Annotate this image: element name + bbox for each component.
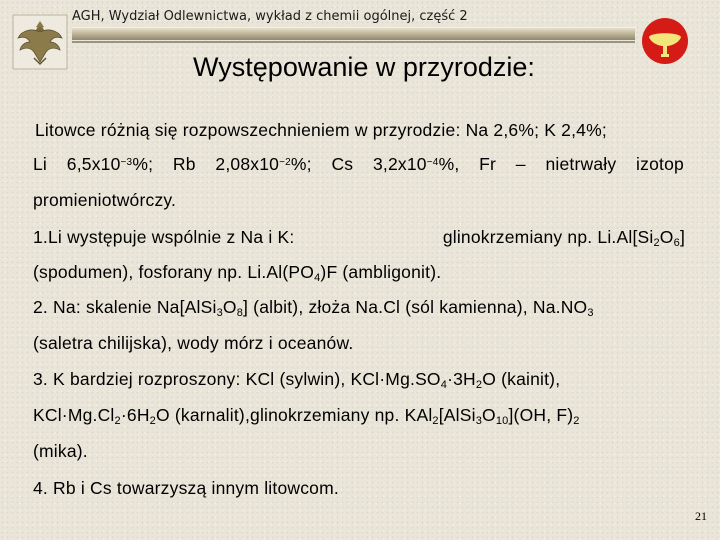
text-span: Cs — [331, 154, 354, 174]
subscript: 8 — [236, 307, 244, 319]
paragraph-line-2 — [33, 154, 684, 175]
subscript: 10 — [495, 415, 509, 427]
item-3-line-1 — [33, 369, 560, 390]
text-span: [AlSi — [438, 405, 476, 425]
text-span: O — [222, 297, 237, 317]
subscript: 2 — [653, 237, 660, 249]
subscript: 6 — [673, 237, 680, 249]
superscript: −3 — [120, 157, 133, 168]
text-span: 2. Na: skalenie Na[AlSi — [33, 297, 217, 317]
header-decorative-bar — [72, 27, 635, 40]
text-span: nietrwały — [545, 154, 617, 174]
subscript: 4 — [440, 379, 448, 391]
text-span: izotop — [636, 154, 684, 174]
text-span: Fr — [479, 154, 497, 174]
text-span: glinokrzemiany np. Li.Al[Si — [442, 227, 654, 247]
superscript: −2 — [279, 157, 291, 168]
paragraph-line-1: Litowce różnią się rozpowszechnieniem w przyrodzie: Na 2,6%; K 2,4%; — [35, 120, 607, 140]
item-3-line-2 — [33, 405, 580, 426]
text-span: – — [515, 154, 526, 174]
slide-title: Występowanie w przyrodzie: — [193, 52, 535, 82]
text-span: O — [659, 227, 674, 247]
subscript: 2 — [432, 415, 439, 427]
text-span: ] (albit), złoża Na.Cl (sól kamienna), Na.NO — [243, 297, 588, 317]
item-4-line: 4. Rb i Cs towarzyszą innym litowcom. — [33, 478, 339, 498]
text-span: %, — [438, 154, 460, 174]
item-3-line-3: (mika). — [33, 441, 88, 461]
text-span — [215, 154, 311, 175]
text-span: 1.Li występuje wspólnie z Na i K: — [33, 227, 295, 247]
header-course-text: AGH, Wydział Odlewnictwa, wykład z chemii ogólnej, część 2 — [72, 9, 468, 24]
subscript: 2 — [573, 415, 580, 427]
item-1-line-1 — [33, 227, 685, 248]
item-1-line-2 — [33, 262, 441, 283]
text-span — [67, 154, 153, 175]
text-span: Li — [33, 154, 48, 174]
text-span: 6,5x10 — [66, 154, 121, 174]
text-span — [443, 227, 685, 248]
text-span — [373, 154, 459, 175]
text-span: O (karnalit),glinokrzemiany np. KAl — [156, 405, 433, 425]
text-span: 2,08x10 — [215, 154, 280, 174]
text-span: ](OH, F) — [508, 405, 574, 425]
text-span: ] — [679, 227, 685, 247]
subscript: 2 — [475, 379, 483, 391]
paragraph-line-3: promieniotwórczy. — [33, 190, 177, 210]
text-span: O — [482, 405, 496, 425]
text-span: )F (ambligonit). — [320, 262, 442, 282]
text-span: %; — [132, 154, 154, 174]
subscript: 3 — [216, 307, 223, 319]
text-span: ·6H — [120, 405, 150, 425]
subscript: 4 — [314, 272, 321, 284]
item-2-line-2: (saletra chilijska), wody mórz i oceanów. — [33, 333, 354, 353]
text-span: ·3H — [447, 369, 476, 389]
text-span: KCl·Mg.Cl — [33, 405, 115, 425]
text-span: 3,2x10 — [373, 154, 427, 174]
subscript: 3 — [587, 307, 594, 319]
item-2-line-1 — [33, 297, 594, 318]
text-span: Rb — [172, 154, 196, 174]
subscript: 2 — [114, 415, 121, 427]
superscript: −4 — [426, 157, 439, 168]
text-span: 3. K bardziej rozproszony: KCl (sylwin), KCl·Mg.SO — [33, 369, 441, 389]
text-span: (spodumen), fosforany np. Li.Al(PO — [33, 262, 315, 282]
text-span: %; — [290, 154, 312, 174]
subscript: 2 — [149, 415, 156, 427]
text-span: O (kainit), — [482, 369, 561, 389]
subscript: 3 — [475, 415, 483, 427]
page-number: 21 — [695, 509, 707, 523]
